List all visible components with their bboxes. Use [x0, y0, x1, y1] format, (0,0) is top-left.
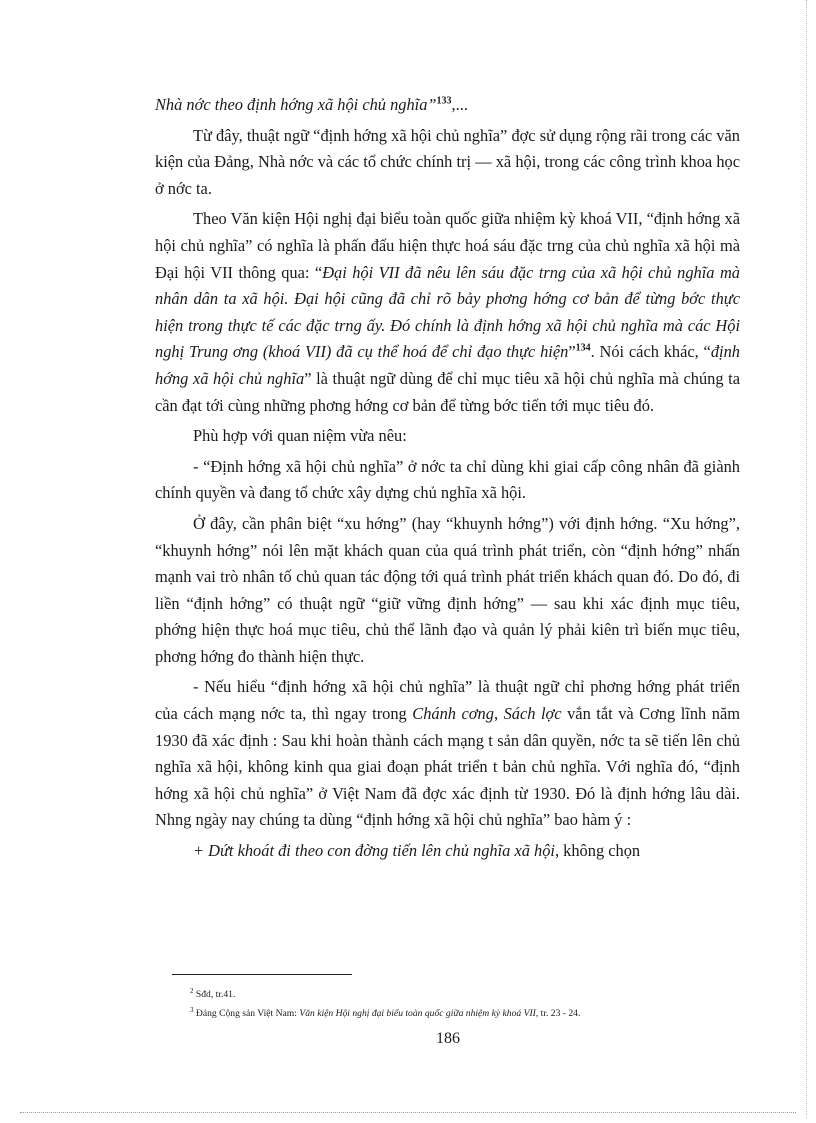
text-run: - Nếu hiểu “định hớng xã hội chủ nghĩa” là thuật ngữ chỉ phơng hớng phát triển của cách mạng nớc ta, thì ngay trong	[155, 677, 740, 724]
footnote-1	[190, 985, 750, 1004]
italic-text: + Dứt khoát đi theo con đờng tiến lên chủ nghĩa xã hội	[193, 841, 555, 861]
close-quote: ”	[568, 342, 576, 362]
paragraph-7	[155, 838, 740, 865]
text-run: Theo Văn kiện Hội nghị đại biểu toàn quốc giữa nhiệm kỳ khoá VII, “định hớng xã hội chủ nghĩa” có nghĩa là phấn đấu hiện thực hoá sáu đặc trng của chủ nghĩa xã hội mà Đại hội VII thông qua: “	[155, 209, 740, 282]
paragraph-3: Phù hợp với quan niệm vừa nêu:	[193, 426, 407, 446]
footnote-text: , tr. 23 - 24.	[535, 1008, 581, 1019]
paragraph-continuation	[155, 92, 740, 119]
italic-quote: Nhà nớc theo định hớng xã hội chủ nghĩa”	[155, 95, 437, 114]
italic-title: Sách lợc	[503, 704, 562, 724]
paragraph-6	[155, 674, 740, 834]
text-run: ” là thuật ngữ dùng để chỉ mục tiêu xã hội chủ nghĩa mà chúng ta cần đạt tới cùng những phơng hớng cơ bản để từng bớc tiến tới mục tiêu đó.	[155, 368, 741, 415]
paragraph-2	[155, 206, 740, 419]
paragraph-1: Từ đây, thuật ngữ “định hớng xã hội chủ nghĩa” đợc sử dụng rộng rãi trong các văn kiện của Đảng, Nhà nớc và các tổ chức chính trị — xã hội, trong các công trình khoa học ở nớc ta.	[155, 125, 740, 198]
footnote-mark: 2	[190, 986, 194, 995]
footnote-italic-title: Văn kiện Hội nghị đại biểu toàn quốc giữa nhiệm kỳ khoá VII	[299, 1008, 536, 1019]
text-run: vắn tắt và Cơng lĩnh năm 1930 đã xác định : Sau khi hoàn thành cách mạng t sản dân quyền, nớc ta sẽ tiến lên chủ nghĩa xã hội, không kinh qua giai đoạn phát triển t bản chủ nghĩa. Với nghĩa đó, “định hớng xã hội chủ nghĩa” ở Việt Nam đã đợc xác định từ 1930. Đó là định hớng lâu dài. Nhng ngày nay chúng ta dùng “định hớng xã hội chủ nghĩa” bao hàm ý :	[155, 704, 740, 830]
text-run: . Nói cách khác, “	[590, 342, 711, 362]
footnote-divider	[172, 974, 352, 975]
italic-term: định hớng xã hội chủ nghĩa	[155, 342, 740, 388]
footnote-text: Sđd, tr.41.	[193, 989, 236, 1000]
italic-quote: Đại hội VII đã nêu lên sáu đặc trng của xã hội chủ nghĩa mà nhân dân ta xã hội. Đại hội cũng đã chỉ rõ bảy phơng hớng cơ bản để từng bớc thực hiện trong thực tế các đặc trng ấy. Đó chính là định hớng xã hội chủ nghĩa mà các Hội nghị Trung ơng (khoá VII) đã cụ thể hoá để chỉ đạo thực hiện	[155, 262, 740, 362]
footnote-ref: 134	[575, 342, 591, 354]
text-run: ,...	[451, 95, 468, 114]
italic-title: Chánh cơng	[412, 704, 494, 724]
paragraph-5: Ở đây, cần phân biệt “xu hớng” (hay “khuynh hớng”) với định hớng. “Xu hớng”, “khuynh hớng” nói lên mặt khách quan của quá trình phát triển, còn “định hớng” nhấn mạnh vai trò nhân tố chủ quan tác động tới quá trình phát triển khách quan đó. Do đó, đi liền “định hớng” có thuật ngữ “giữ vững định hớng” — sau khi xác định mục tiêu, phớng hiện thực hoá mục tiêu, chủ thể lãnh đạo và quản lý phải kiên trì biến mục tiêu, phơng hớng đo thành hiện thực.	[155, 513, 740, 666]
footnote-2	[190, 1004, 750, 1023]
footnote-ref: 133	[436, 95, 452, 107]
footnote-text: Đảng Cộng sản Việt Nam:	[193, 1008, 300, 1019]
page-number: 186	[436, 1030, 460, 1047]
paragraph-4: - “Định hớng xã hội chủ nghĩa” ở nớc ta chỉ dùng khi giai cấp công nhân đã giành chính quyền và đang tổ chức xây dựng chủ nghĩa xã hội.	[155, 456, 740, 503]
footnote-mark: 3	[190, 1005, 194, 1014]
text-run: , không chọn	[554, 841, 641, 861]
footnotes	[190, 985, 750, 1023]
page-right-border	[806, 0, 807, 1118]
text-run: ,	[493, 704, 504, 724]
page-bottom-border	[20, 1112, 796, 1113]
body-text	[155, 92, 740, 869]
